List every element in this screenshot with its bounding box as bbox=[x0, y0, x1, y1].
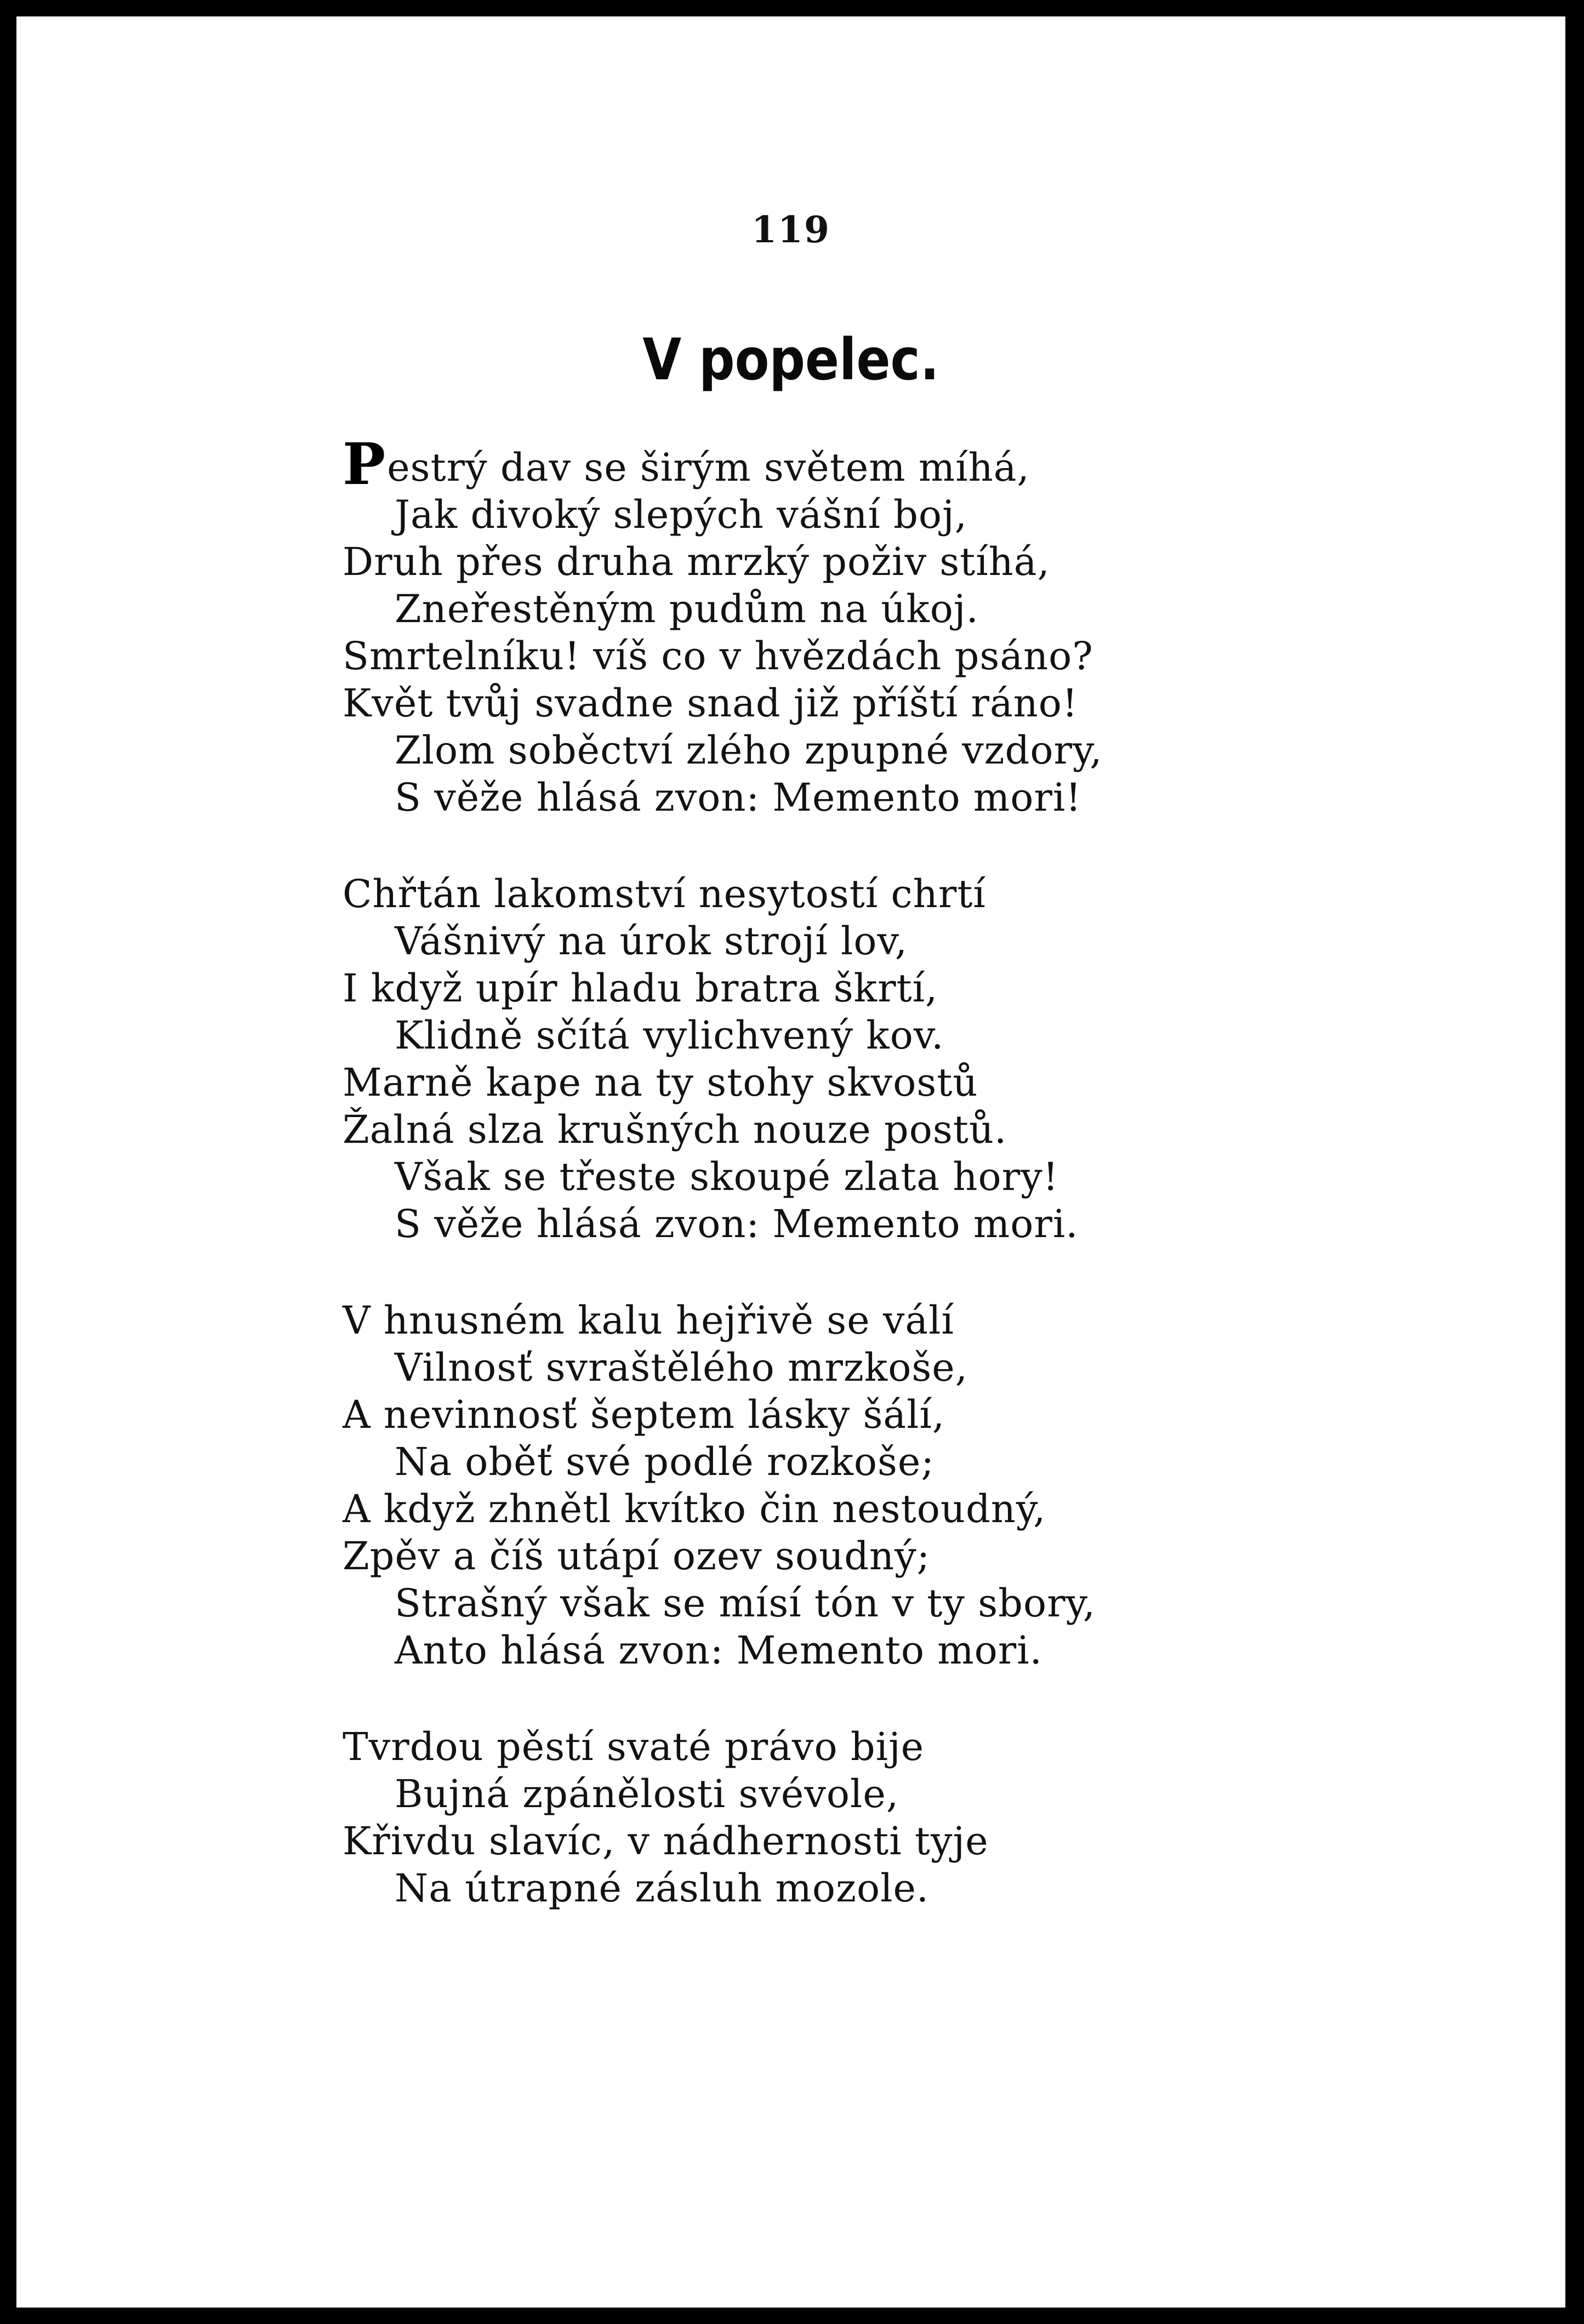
poem-line: Žalná slza krušných nouze postů. bbox=[343, 1107, 1007, 1152]
poem-line: Chřtán lakomství nesytostí chrtí bbox=[343, 872, 986, 916]
poem-line: Smrtelníku! víš co v hvězdách psáno? bbox=[343, 634, 1093, 679]
stanza bbox=[343, 1297, 1384, 1674]
poem-line: Křivdu slavíc, v nádhernosti tyje bbox=[343, 1819, 989, 1864]
poem-line: Však se třeste skoupé zlata hory! bbox=[395, 1154, 1059, 1199]
poem-line: Klidně sčítá vylichvený kov. bbox=[395, 1013, 944, 1058]
poem-body bbox=[343, 430, 1384, 1961]
poem-line: Tvrdou pěstí svaté právo bije bbox=[343, 1724, 925, 1769]
stanza bbox=[343, 870, 1384, 1248]
poem-line: Zlom soběctví zlého zpupné vzdory, bbox=[395, 728, 1103, 773]
poem-line: I když upír hladu bratra škrtí, bbox=[343, 966, 938, 1011]
poem-line: Druh přes druha mrzký poživ stíhá, bbox=[343, 539, 1050, 584]
book-page bbox=[16, 16, 1565, 2308]
poem-line: Vilnosť svraštělého mrzkoše, bbox=[395, 1345, 968, 1390]
poem-line-text: estrý dav se širým světem míhá, bbox=[387, 445, 1030, 490]
poem-line: V hnusném kalu hejřivě se válí bbox=[343, 1298, 954, 1343]
stanza bbox=[343, 1723, 1384, 1912]
poem-line: Vášnivý na úrok strojí lov, bbox=[395, 919, 908, 964]
poem-line: Anto hlásá zvon: Memento mori. bbox=[395, 1628, 1042, 1673]
poem-line: S věže hlásá zvon: Memento mori. bbox=[395, 1201, 1079, 1246]
poem-line: Jak divoký slepých vášní boj, bbox=[395, 492, 968, 537]
poem-line bbox=[343, 430, 1384, 498]
stanza bbox=[343, 430, 1384, 821]
poem-line: Zpěv a číš utápí ozev soudný; bbox=[343, 1534, 931, 1579]
poem-line: A když zhnětl kvítko čin nestoudný, bbox=[343, 1486, 1046, 1531]
poem-line: A nevinnosť šeptem lásky šálí, bbox=[343, 1392, 945, 1437]
page-number: 119 bbox=[751, 208, 830, 251]
poem-line: Zneřestěným pudům na úkoj. bbox=[395, 586, 979, 631]
poem-line: Květ tvůj svadne snad již příští ráno! bbox=[343, 681, 1079, 726]
poem-line: Na oběť své podlé rozkoše; bbox=[395, 1439, 935, 1484]
poem-line: Na útrapné zásluh mozole. bbox=[395, 1866, 930, 1911]
poem-line: Strašný však se mísí tón v ty sbory, bbox=[395, 1581, 1096, 1626]
drop-cap-letter: P bbox=[343, 430, 386, 498]
poem-title: V popelec. bbox=[642, 326, 939, 393]
poem-line: Marně kape na ty stohy skvostů bbox=[343, 1060, 978, 1105]
poem-line: Bujná zpánělosti svévole, bbox=[395, 1772, 899, 1816]
poem-line: S věže hlásá zvon: Memento mori! bbox=[395, 775, 1082, 820]
